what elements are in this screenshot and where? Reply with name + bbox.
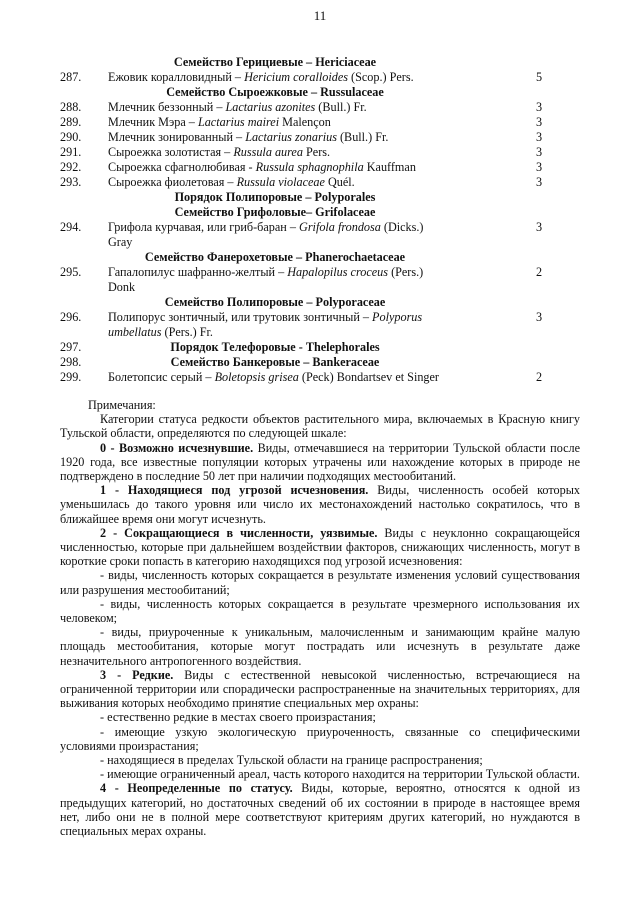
- common-name: Сыроежка сфагнолюбивая -: [108, 160, 256, 174]
- entry-number: 297.: [60, 340, 82, 354]
- heading-text: Порядок Телефоровые - Thelephorales: [170, 340, 380, 354]
- status-category: 3: [536, 220, 543, 234]
- category-2-item: - виды, численность которых сокращается в результате чрезмерного использования их человеком;: [60, 596, 580, 626]
- entry-number: 294.: [60, 220, 82, 234]
- entry-number: 289.: [60, 115, 82, 129]
- author-citation: Pers.: [302, 145, 331, 159]
- status-category: 3: [536, 100, 543, 114]
- latin-name: Russula violaceae: [236, 175, 325, 189]
- species-entry: [0, 100, 640, 115]
- entry-number: 298.: [60, 355, 82, 369]
- species-entry: [0, 370, 640, 385]
- category-0: [60, 441, 580, 484]
- latin-name: Hericium coralloides: [244, 70, 348, 84]
- category-3-item: - имеющие узкую экологическую приуроченность, связанные со специфическими условиями произрастания;: [60, 724, 580, 753]
- common-name: Млечник Мэра –: [108, 115, 198, 129]
- common-name: Ежовик коралловидный –: [108, 70, 245, 84]
- common-name: Грифола курчавая, или гриб-баран –: [108, 220, 300, 234]
- author-citation: (Bull.) Fr.: [336, 130, 389, 144]
- category-2-name: 2 - Сокращающиеся в численности, уязвимые.: [100, 525, 378, 540]
- category-3-desc: Виды с естественной невысокой численностью, встречающиеся на ограниченной территории или спорадически распространенные на значительных территориях, для выживания которых необходимо принятие специальных мер охраны:: [60, 667, 580, 711]
- common-name: Сыроежка фиолетовая –: [108, 175, 237, 189]
- latin-name: Polyporus: [372, 310, 423, 324]
- entry-number: 296.: [60, 310, 82, 324]
- author-citation: Gray: [108, 235, 133, 249]
- common-name: Сыроежка золотистая –: [108, 145, 234, 159]
- category-4-desc: Виды, которые, вероятно, относятся к одной из предыдущих категорий, но достаточных сведений об их состоянии в природе в настоящее время нет, либо они не в полной мере соответствуют критериям других категорий, но нуждаются в специальных мерах охраны.: [60, 781, 580, 839]
- category-1-name: 1 - Находящиеся под угрозой исчезновения.: [100, 483, 369, 498]
- category-3-item: - находящиеся в пределах Тульской области на границе распространения;: [100, 753, 483, 768]
- heading-text: Семейство Полипоровые – Polyporaceae: [164, 295, 386, 309]
- species-name: [108, 160, 488, 175]
- notes-intro: Категории статуса редкости объектов растительного мира, включаемых в Красную книгу Тульской области, определяются по следующей шкале:: [60, 412, 580, 441]
- author-citation: (Pers.) Fr.: [161, 325, 213, 339]
- species-name: [108, 220, 488, 250]
- species-name: [108, 115, 488, 130]
- heading-text: Семейство Сыроежковые – Russulaceae: [166, 85, 384, 99]
- category-3-item: - естественно редкие в местах своего произрастания;: [100, 710, 376, 725]
- species-entry: [0, 70, 640, 85]
- species-name: [108, 175, 488, 190]
- latin-name: Grifola frondosa: [299, 220, 381, 234]
- species-entry: [0, 160, 640, 175]
- status-category: 3: [536, 145, 543, 159]
- latin-name: Russula sphagnophila: [255, 160, 364, 174]
- numbered-heading: [0, 340, 640, 355]
- status-category: 3: [536, 160, 543, 174]
- species-list: [0, 55, 640, 385]
- species-entry: [0, 265, 640, 295]
- heading-text: Семейство Герициевые – Hericiaceae: [173, 55, 377, 69]
- numbered-heading: [0, 355, 640, 370]
- status-category: 2: [536, 370, 543, 384]
- species-entry: [0, 130, 640, 145]
- heading-text: Семейство Фанерохетовые – Phanerochaetaceae: [144, 250, 406, 264]
- species-entry: [0, 175, 640, 190]
- common-name: Полипорус зонтичный, или трутовик зонтичный –: [108, 310, 373, 324]
- section-heading: [0, 295, 640, 310]
- status-category: 3: [536, 175, 543, 189]
- species-entry: [0, 220, 640, 250]
- species-name: [108, 145, 488, 160]
- section-heading: [0, 55, 640, 70]
- status-category: 3: [536, 130, 543, 144]
- entry-number: 287.: [60, 70, 82, 84]
- author-citation: (Pers.): [388, 265, 424, 279]
- category-3: [60, 668, 580, 711]
- latin-name: Lactarius mairei: [197, 115, 280, 129]
- entry-number: 299.: [60, 370, 82, 384]
- category-0-desc: Виды, отмечавшиеся на территории Тульской области после 1920 года, все известные популяции которых утрачены или нахождение которых в природе не подтверждено в последние 50 лет при наличии подходящих местообитаний.: [60, 440, 580, 484]
- entry-number: 293.: [60, 175, 82, 189]
- entry-number: 292.: [60, 160, 82, 174]
- category-4-name: 4 - Неопределенные по статусу.: [100, 781, 293, 796]
- heading-text: Семейство Грифоловые– Grifolaceae: [174, 205, 376, 219]
- species-entry: [0, 310, 640, 340]
- status-category: 3: [536, 115, 543, 129]
- author-citation: (Bull.) Fr.: [315, 100, 367, 114]
- section-heading: [0, 85, 640, 100]
- species-name: [108, 130, 488, 145]
- category-2-item: - виды, численность которых сокращается в результате изменения условий существования или разрушения местообитаний;: [60, 568, 580, 597]
- entry-number: 288.: [60, 100, 82, 114]
- common-name: Млечник зонированный –: [108, 130, 246, 144]
- author-citation: Quél.: [324, 175, 355, 189]
- author-citation: (Peck) Bondartsev et Singer: [298, 370, 439, 384]
- category-1-desc: Виды, численность особей которых уменьшилась до такого уровня или число их местонахождений настолько сократилось, что в ближайшее время они могут исчезнуть.: [60, 483, 580, 526]
- latin-name: Hapalopilus croceus: [287, 265, 389, 279]
- species-name: [108, 310, 488, 340]
- page-number: 11: [313, 8, 327, 23]
- author-citation: (Scop.) Pers.: [347, 70, 414, 84]
- category-4: [60, 781, 580, 838]
- species-entry: [0, 145, 640, 160]
- common-name: Млечник беззонный –: [108, 100, 226, 114]
- section-heading: [0, 205, 640, 220]
- species-name: [108, 70, 488, 85]
- category-3-name: 3 - Редкие.: [100, 667, 174, 682]
- entry-number: 291.: [60, 145, 82, 159]
- latin-name: Russula aurea: [233, 145, 303, 159]
- status-category: 3: [536, 310, 543, 324]
- category-2-item: - виды, приуроченные к уникальным, малочисленным и занимающим крайне малую площадь местообитания, которые могут пострадать или исчезнуть в результате даже незначительного антропогенного воздействия.: [60, 625, 580, 668]
- category-1: [60, 483, 580, 526]
- notes-section: [60, 398, 580, 838]
- notes-title: Примечания:: [88, 398, 156, 412]
- latin-name: Lactarius azonites: [225, 100, 316, 114]
- author-citation: (Dicks.): [380, 220, 424, 234]
- author-citation: Donk: [108, 280, 136, 294]
- species-name: [108, 370, 488, 385]
- section-heading: [0, 190, 640, 205]
- latin-name: Boletopsis grisea: [214, 370, 299, 384]
- heading-text: Порядок Полипоровые – Polyporales: [174, 190, 376, 204]
- latin-name-continued: umbellatus: [108, 325, 162, 339]
- species-entry: [0, 115, 640, 130]
- species-name: [108, 100, 488, 115]
- category-3-item: - имеющие ограниченный ареал, часть которого находится на территории Тульской области.: [100, 767, 580, 782]
- latin-name: Lactarius zonarius: [245, 130, 337, 144]
- common-name: Гапалопилус шафранно-желтый –: [108, 265, 288, 279]
- entry-number: 295.: [60, 265, 82, 279]
- species-name: [108, 265, 488, 295]
- status-category: 5: [536, 70, 543, 84]
- status-category: 2: [536, 265, 543, 279]
- entry-number: 290.: [60, 130, 82, 144]
- category-2: [60, 526, 580, 569]
- heading-text: Семейство Банкеровые – Bankeraceae: [170, 355, 380, 369]
- category-0-name: 0 - Возможно исчезнувшие.: [100, 440, 254, 455]
- category-2-desc: Виды с неуклонно сокращающейся численностью, которые при дальнейшем воздействии факторов, снижающих численность, могут в короткие сроки попасть в категорию находящихся под угрозой исчезновения:: [60, 525, 580, 569]
- author-citation: Malençon: [279, 115, 331, 129]
- section-heading: [0, 250, 640, 265]
- common-name: Болетопсис серый –: [108, 370, 215, 384]
- author-citation: Kauffman: [363, 160, 416, 174]
